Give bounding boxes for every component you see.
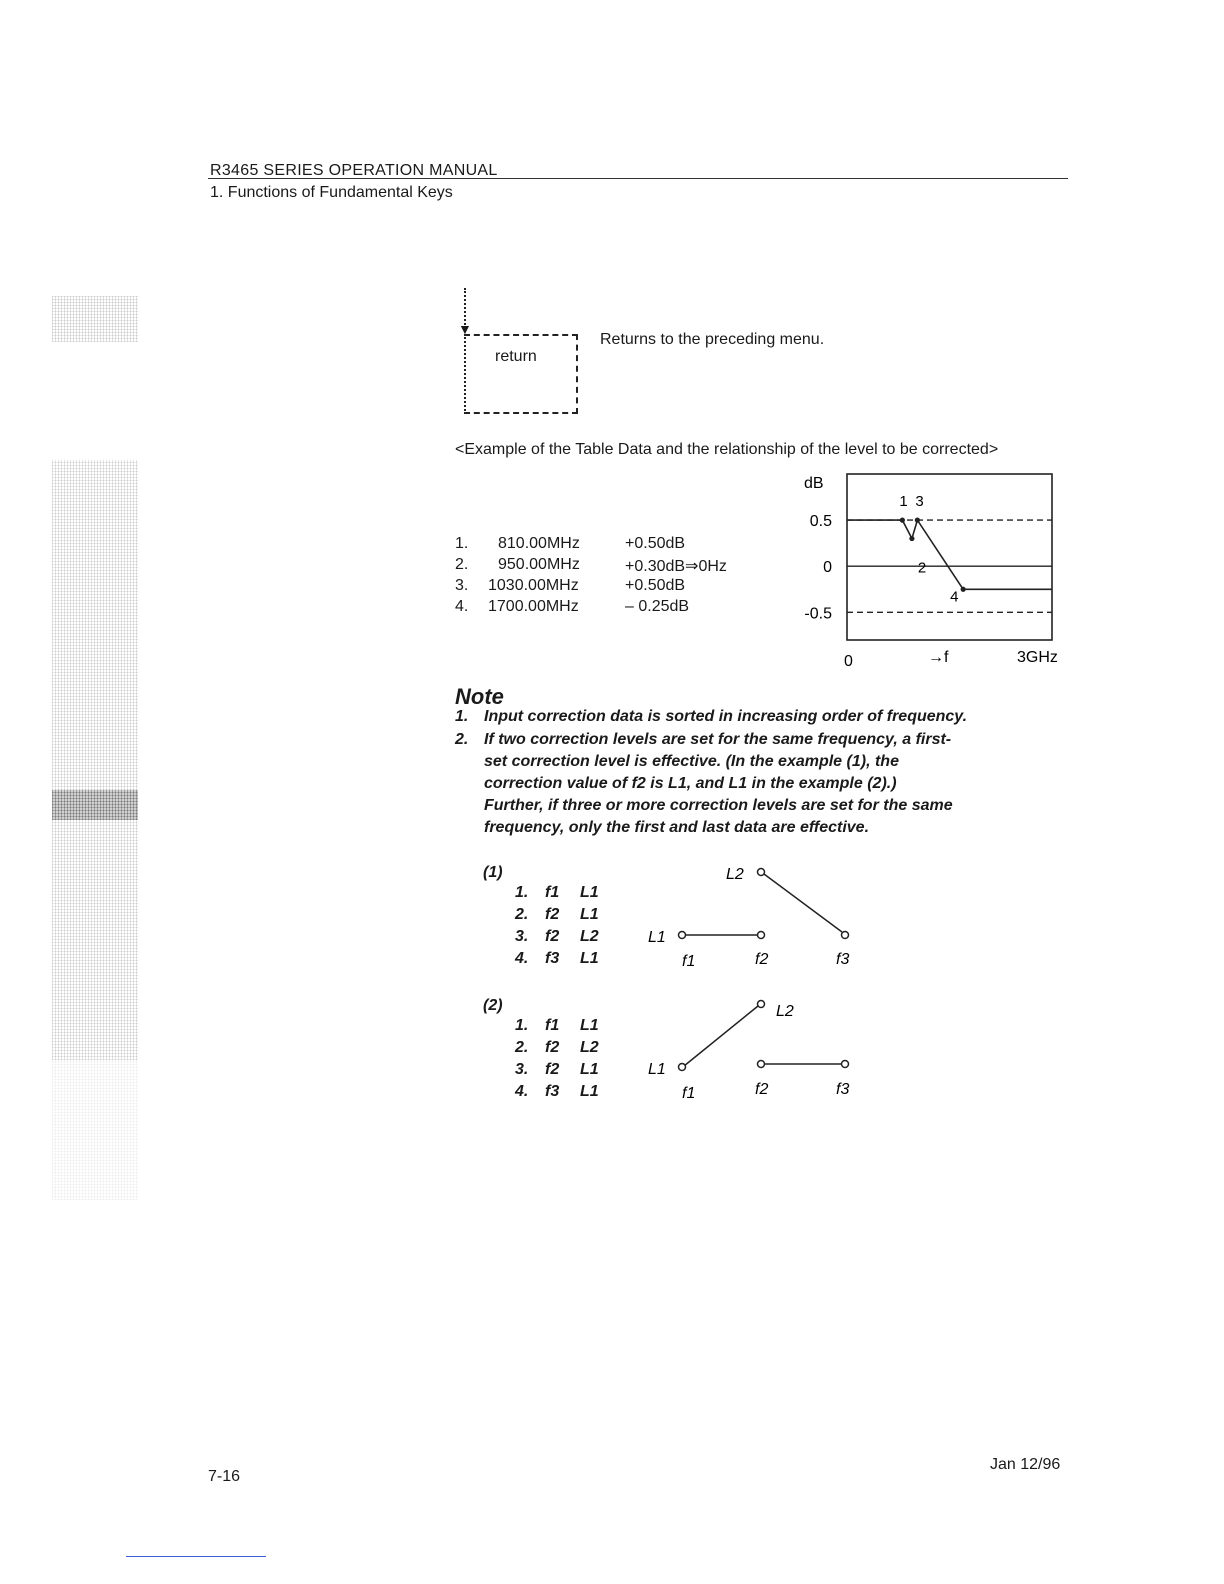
level-point [758,1061,765,1068]
row-level: L1 [580,884,599,901]
level-point [842,1061,849,1068]
revision-date: Jan 12/96 [990,1456,1061,1473]
row-level: L2 [580,1039,599,1056]
row-level: L1 [580,1061,599,1078]
data-point-label: 3 [915,493,924,511]
row-number: 2. [515,906,529,923]
row-number: 4. [455,598,469,615]
scan-artifact-strip [52,296,138,342]
chart-frame [847,474,1052,640]
manual-title: R3465 SERIES OPERATION MANUAL [210,162,498,179]
diagram-x-label: f2 [755,951,769,968]
row-frequency: f3 [545,950,560,967]
row-level: +0.30dB⇒0Hz [625,558,727,575]
example-1-label: (1) [483,864,503,881]
row-level: L1 [580,1017,599,1034]
diagram-x-label: f1 [682,1085,696,1102]
row-frequency: f1 [545,1017,560,1034]
row-level: L1 [580,906,599,923]
correction-chart [790,466,1080,676]
row-level: +0.50dB [625,577,686,594]
diagram-x-label: f2 [755,1081,769,1098]
level-point [758,1001,765,1008]
data-point-label: 1 [899,493,908,511]
level-point [758,869,765,876]
level-point [679,932,686,939]
row-level: +0.50dB [625,535,686,552]
row-level: L1 [580,950,599,967]
level-segment [764,874,842,932]
header-rule [208,178,1068,179]
data-point [961,587,966,592]
data-point-label: 4 [950,588,959,606]
diagram-low-label: L1 [648,929,666,946]
row-number: 2. [455,556,469,573]
row-level: L1 [580,1083,599,1100]
level-segment [684,1006,758,1066]
row-frequency: 1030.00MHz [488,577,579,594]
level-point [842,932,849,939]
row-frequency: f1 [545,884,560,901]
diagram-x-label: f1 [682,953,696,970]
chart-x-tick-label: 3GHz [1017,649,1058,666]
diagram-low-label: L1 [648,1061,666,1078]
row-level: – 0.25dB [625,598,690,615]
page-number: 7-16 [208,1468,241,1485]
data-point [909,536,914,541]
row-number: 2. [515,1039,529,1056]
chart-x-tick-label: 0 [844,653,853,670]
row-number: 1. [455,535,469,552]
row-frequency: 1700.00MHz [488,598,579,615]
row-frequency: f2 [545,1061,560,1078]
chart-y-tick-label: 0 [823,559,832,577]
note-item-text: correction value of f2 is L1, and L1 in the example (2).) [484,775,897,792]
data-point [915,518,920,523]
note-item-text: Further, if three or more correction levels are set for the same [484,797,953,814]
example-2-label: (2) [483,997,503,1014]
down-arrow-icon: ▼ [458,321,472,337]
note-item-number: 1. [455,708,469,725]
data-point [900,518,905,523]
row-number: 3. [515,928,529,945]
return-softkey [464,334,578,414]
row-frequency: f2 [545,906,560,923]
row-frequency: f2 [545,1039,560,1056]
data-point-label: 2 [917,559,927,577]
note-item-text: Input correction data is sorted in increasing order of frequency. [484,708,968,725]
note-item-number: 2. [455,731,469,748]
row-number: 1. [515,884,529,901]
chart-y-tick-label: -0.5 [804,605,832,623]
level-point [758,932,765,939]
row-frequency: 950.00MHz [498,556,580,573]
example-title: <Example of the Table Data and the relationship of the level to be corrected> [455,441,999,458]
return-softkey-description: Returns to the preceding menu. [600,331,825,348]
diagram-x-label: f3 [836,1081,850,1098]
row-frequency: f3 [545,1083,560,1100]
note-item-text: set correction level is effective. (In the example (1), the [484,753,899,770]
row-number: 1. [515,1017,529,1034]
row-number: 3. [455,577,469,594]
row-number: 4. [515,1083,529,1100]
diagram-x-label: f3 [836,951,850,968]
scan-artifact-strip [52,460,138,1060]
level-point [679,1064,686,1071]
row-frequency: 810.00MHz [498,535,580,552]
example-2-diagram [640,994,870,1106]
note-item-text: If two correction levels are set for the same frequency, a first- [484,731,952,748]
diagram-high-label: L2 [726,866,744,883]
scan-artifact-strip [52,1060,138,1200]
section-title: 1. Functions of Fundamental Keys [210,184,453,201]
row-number: 4. [515,950,529,967]
return-softkey-label: return [495,348,537,365]
note-title: Note [455,684,504,709]
scan-artifact-strip [52,790,138,820]
row-level: L2 [580,928,599,945]
diagram-high-label: L2 [776,1003,794,1020]
row-frequency: f2 [545,928,560,945]
example-1-diagram [640,860,870,972]
chart-y-tick-label: 0.5 [809,513,832,531]
correction-series-line [847,520,1052,589]
chart-x-axis-label: →f [928,649,949,666]
note-item-text: frequency, only the first and last data are effective. [484,819,870,836]
row-number: 3. [515,1061,529,1078]
chart-y-axis-label: dB [804,475,824,492]
blue-rule [126,1556,266,1557]
